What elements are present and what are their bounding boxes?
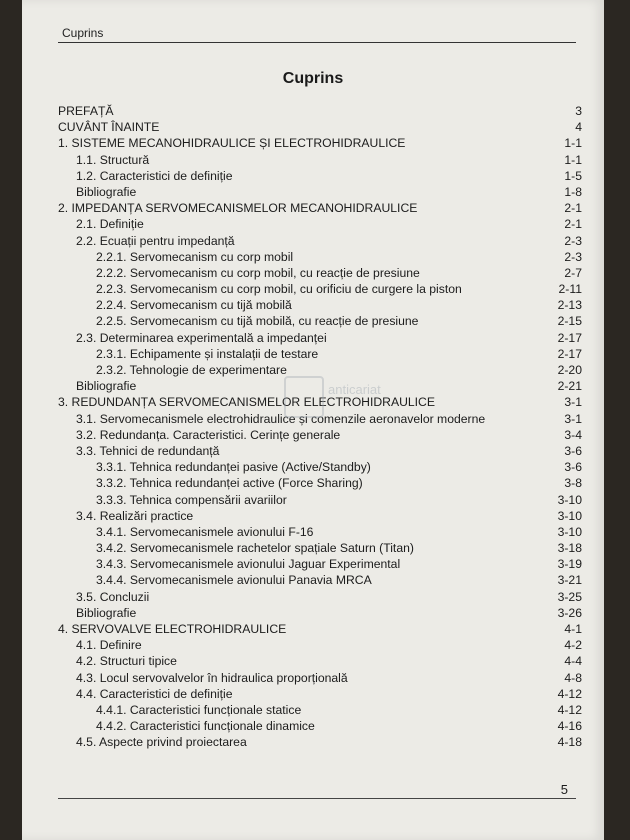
toc-entry [58, 331, 582, 347]
toc-entry [58, 541, 582, 557]
toc-entry [58, 687, 582, 703]
toc-entry-page: 3-25 [557, 589, 582, 604]
toc-entry-title: 4.4. Caracteristici de definiție [76, 686, 233, 701]
toc-entry-title: 2.2.5. Servomecanism cu tijă mobilă, cu reacție de presiune [96, 314, 419, 329]
toc-entry [58, 234, 582, 250]
running-head: Cuprins [62, 26, 104, 40]
toc-entry-page: 4-1 [564, 622, 582, 636]
toc-entry-page: 3-10 [557, 524, 582, 539]
toc-entry-page: 4-12 [557, 702, 582, 717]
toc-entry-page: 1-1 [564, 136, 582, 151]
toc-entry [58, 201, 582, 217]
toc-entry-title: 3.1. Servomecanismele electrohidraulice și comenzile aeronavelor moderne [76, 411, 486, 426]
toc-entry-page: 2-21 [557, 379, 582, 394]
toc-entry-page: 4-12 [557, 686, 582, 701]
toc-entry-page: 3-8 [564, 476, 582, 491]
watermark-text: anticariat [328, 382, 381, 397]
toc-entry-page: 3-21 [557, 573, 582, 588]
toc-entry-title: 4.3. Locul servovalvelor în hidraulica proporțională [76, 670, 348, 685]
watermark-logo-icon [284, 376, 324, 418]
toc-entry [58, 444, 582, 460]
toc-entry-title: 1.1. Structură [76, 152, 150, 167]
toc-entry-page: 2-13 [557, 298, 582, 313]
page-number: 5 [560, 782, 568, 797]
toc-entry [58, 638, 582, 654]
toc-entry-title: 4.1. Definire [76, 638, 142, 653]
toc-entry-page: 1-5 [564, 168, 582, 183]
toc-entry [58, 428, 582, 444]
toc-entry-page: 1-1 [564, 152, 582, 167]
toc-entry-title: 2.1. Definiție [76, 217, 144, 232]
toc-entry-page: 1-8 [564, 184, 582, 199]
toc-entry-title: Bibliografie [76, 379, 137, 394]
toc-entry [58, 671, 582, 687]
toc-entry-page: 4-18 [557, 735, 582, 750]
toc-entry-page: 4-8 [564, 670, 582, 685]
toc-entry [58, 509, 582, 525]
toc-entry-page: 3-6 [564, 460, 582, 475]
table-of-contents [58, 104, 582, 752]
toc-entry-title: 3.3.2. Tehnica redundanței active (Force Sharing) [96, 476, 363, 491]
toc-entry [58, 298, 582, 314]
page-title: Cuprins [282, 70, 344, 87]
toc-entry-page: 2-20 [557, 363, 582, 377]
toc-entry-page: 3 [575, 104, 582, 118]
toc-entry-title: 3. REDUNDANȚA SERVOMECANISMELOR ELECTROHIDRAULICE [58, 395, 435, 410]
toc-entry-title: Bibliografie [76, 184, 137, 199]
toc-entry-page: 3-4 [564, 427, 582, 442]
toc-entry-title: 3.4.4. Servomecanismele avionului Panavia MRCA [96, 573, 372, 588]
toc-entry-page: 3-1 [564, 395, 582, 410]
toc-entry-title: CUVÂNT ÎNAINTE [58, 120, 160, 135]
footer-rule [58, 798, 576, 799]
toc-entry [58, 185, 582, 201]
toc-entry-page: 2-15 [557, 314, 582, 329]
toc-entry [58, 136, 582, 152]
toc-entry-page: 2-1 [564, 217, 582, 232]
toc-entry [58, 573, 582, 589]
book-page [22, 0, 604, 840]
toc-entry [58, 266, 582, 282]
toc-entry-page: 4-2 [564, 638, 582, 653]
toc-entry [58, 282, 582, 298]
toc-entry-title: 4. SERVOVALVE ELECTROHIDRAULICE [58, 622, 287, 636]
toc-entry-page: 3-10 [557, 508, 582, 523]
toc-entry-page: 4-4 [564, 654, 582, 669]
toc-entry-title: Bibliografie [76, 605, 137, 620]
toc-entry [58, 622, 582, 638]
toc-entry-page: 2-3 [564, 233, 582, 248]
toc-entry-page: 3-6 [564, 443, 582, 458]
toc-entry [58, 314, 582, 330]
toc-entry [58, 217, 582, 233]
toc-entry-page: 3-26 [557, 605, 582, 620]
toc-entry-title: 2.2.1. Servomecanism cu corp mobil [96, 249, 294, 264]
toc-entry-title: 2.3.1. Echipamente și instalații de testare [96, 346, 319, 361]
toc-entry-page: 3-1 [564, 411, 582, 426]
toc-entry [58, 606, 582, 622]
toc-entry-page: 2-11 [558, 282, 582, 297]
toc-entry-page: 2-7 [564, 265, 582, 280]
toc-entry-title: 2.2.4. Servomecanism cu tijă mobilă [96, 298, 292, 313]
toc-entry-title: 1. SISTEME MECANOHIDRAULICE ȘI ELECTROHIDRAULICE [58, 136, 406, 151]
toc-entry [58, 104, 582, 120]
toc-entry [58, 250, 582, 266]
toc-entry-title: 3.4.2. Servomecanismele rachetelor spațiale Saturn (Titan) [96, 541, 414, 556]
toc-entry-title: 4.2. Structuri tipice [76, 654, 177, 669]
toc-entry-page: 3-18 [557, 541, 582, 556]
toc-entry [58, 557, 582, 573]
toc-entry-title: 1.2. Caracteristici de definiție [76, 168, 233, 183]
toc-entry-page: 3-10 [557, 492, 582, 507]
toc-entry-page: 2-17 [557, 346, 582, 361]
toc-entry-title: 2.2.3. Servomecanism cu corp mobil, cu orificiu de curgere la piston [96, 282, 462, 297]
toc-entry-title: 2.3. Determinarea experimentală a impedanței [76, 330, 327, 345]
toc-entry-title: 3.3.3. Tehnica compensării avariilor [96, 492, 287, 507]
toc-entry-title: 3.4. Realizări practice [76, 508, 194, 523]
toc-entry-page: 2-17 [557, 330, 582, 345]
watermark [284, 370, 412, 418]
toc-entry-title: 3.2. Redundanța. Caracteristici. Cerințe generale [76, 427, 341, 442]
toc-entry-title: 2. IMPEDANȚA SERVOMECANISMELOR MECANOHIDRAULICE [58, 201, 418, 216]
toc-entry-page: 4 [575, 120, 582, 135]
toc-entry [58, 476, 582, 492]
toc-entry-title: 4.4.1. Caracteristici funcționale statice [96, 702, 302, 717]
toc-entry-title: 3.3.1. Tehnica redundanței pasive (Active/Standby) [96, 460, 371, 475]
toc-entry-page: 4-16 [557, 719, 582, 734]
toc-entry [58, 703, 582, 719]
toc-entry [58, 120, 582, 136]
toc-entry [58, 590, 582, 606]
toc-entry-title: 2.2. Ecuații pentru impedanță [76, 233, 235, 248]
toc-entry-page: 3-19 [557, 557, 582, 572]
toc-entry-title: 2.3.2. Tehnologie de experimentare [96, 363, 287, 377]
toc-entry-title: PREFAȚĂ [58, 104, 114, 118]
toc-entry [58, 493, 582, 509]
toc-entry-title: 3.3. Tehnici de redundanță [76, 443, 220, 458]
toc-entry [58, 735, 582, 751]
toc-entry [58, 153, 582, 169]
toc-entry-title: 3.4.1. Servomecanismele avionului F-16 [96, 524, 314, 539]
toc-entry-title: 2.2.2. Servomecanism cu corp mobil, cu reacție de presiune [96, 265, 420, 280]
toc-entry [58, 719, 582, 735]
toc-entry-title: 3.4.3. Servomecanismele avionului Jaguar Experimental [96, 557, 401, 572]
toc-entry [58, 347, 582, 363]
toc-entry-title: 4.4.2. Caracteristici funcționale dinamice [96, 719, 315, 734]
toc-entry [58, 525, 582, 541]
toc-entry-title: 4.5. Aspecte privind proiectarea [76, 735, 247, 750]
header-rule [58, 42, 576, 43]
toc-entry [58, 169, 582, 185]
toc-entry [58, 654, 582, 670]
toc-entry-page: 2-3 [564, 249, 582, 264]
toc-entry-title: 3.5. Concluzii [76, 589, 150, 604]
toc-entry-page: 2-1 [564, 201, 582, 216]
toc-entry [58, 460, 582, 476]
